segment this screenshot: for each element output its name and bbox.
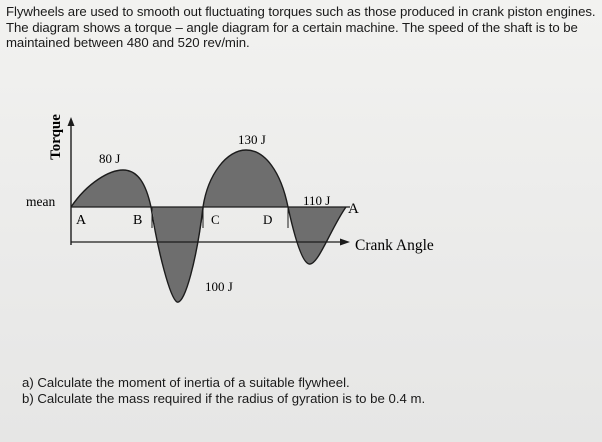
- lobe-80j: [71, 170, 151, 207]
- lobe-110j: [288, 207, 346, 264]
- area-label-110j: 110 J: [303, 193, 331, 208]
- point-label-c: C: [211, 212, 220, 227]
- area-label-100j: 100 J: [205, 279, 233, 294]
- y-axis-label: Torque: [48, 114, 64, 160]
- point-label-a: A: [76, 213, 87, 228]
- y-axis-arrow: [68, 117, 75, 126]
- x-axis-arrow: [340, 239, 350, 246]
- lobe-130j: [203, 150, 288, 207]
- point-label-a-end: A: [348, 201, 359, 217]
- area-label-80j: 80 J: [99, 151, 121, 166]
- problem-statement: Flywheels are used to smooth out fluctuating torques such as those produced in crank piston engines. The diagram shows a torque – angle diagram for a certain machine. The speed of the shaft is to be maintained between 480 and 520 rev/min.: [6, 4, 596, 50]
- question-list: [22, 375, 582, 407]
- point-label-d: D: [263, 212, 273, 227]
- mean-label: mean: [26, 194, 56, 209]
- point-label-b: B: [133, 213, 143, 228]
- x-axis-label: Crank Angle: [355, 237, 434, 254]
- area-label-130j: 130 J: [238, 132, 266, 147]
- question-b: b) Calculate the mass required if the radius of gyration is to be 0.4 m.: [22, 391, 426, 406]
- question-a: a) Calculate the moment of inertia of a suitable flywheel.: [22, 375, 350, 390]
